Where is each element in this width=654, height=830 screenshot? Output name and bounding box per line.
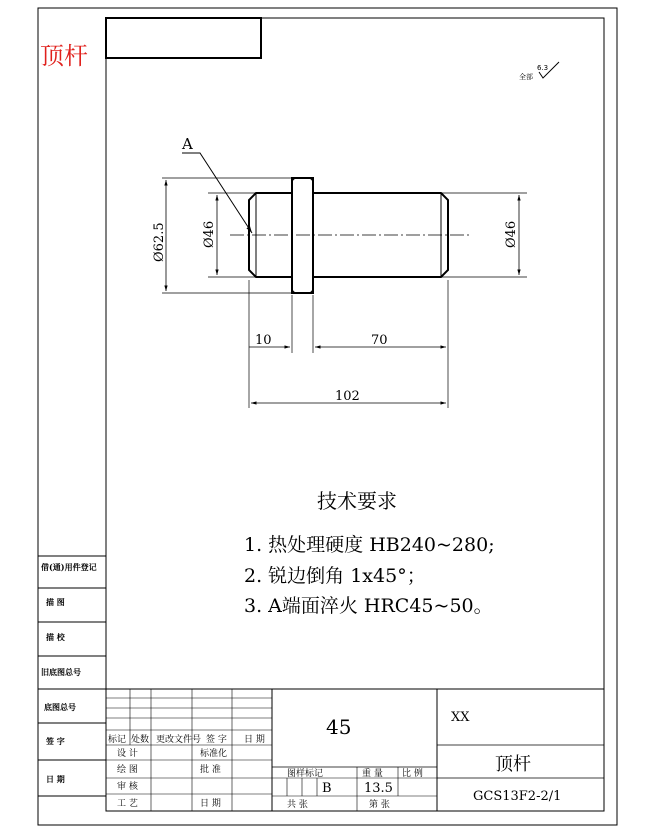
- weight-header: 重 量: [362, 769, 383, 779]
- dim-lengths: [249, 280, 448, 408]
- side-cell-7: 日 期: [46, 774, 65, 784]
- dim-left-diameter-text: Ø46: [202, 220, 217, 248]
- rev-header-doc: 更改文件号: [156, 735, 202, 745]
- outer-border: [38, 8, 617, 825]
- weight-value: 13.5: [364, 781, 393, 796]
- stage-header: 图样标记: [287, 769, 324, 779]
- process-label: 工 艺: [117, 799, 138, 809]
- side-cell-4: 旧底图总号: [41, 667, 81, 677]
- drawn-label: 绘 图: [117, 765, 138, 775]
- rev-header-sign: 签 字: [206, 735, 227, 745]
- surface-finish-scope: 全部: [519, 73, 533, 81]
- dim-left-length: 10: [255, 333, 272, 348]
- tech-requirements-title: 技术要求: [317, 489, 397, 513]
- part-name: 顶杆: [495, 754, 531, 775]
- side-table: [38, 556, 106, 796]
- dim-collar-diameter-text: Ø62.5: [152, 222, 167, 262]
- title-block: [106, 689, 604, 811]
- section-label: A: [182, 135, 193, 153]
- dim-collar-diameter: [152, 178, 292, 293]
- code-box: [106, 18, 261, 58]
- side-cell-2: 描 图: [46, 597, 65, 607]
- approve-label: 批 准: [200, 765, 221, 775]
- dim-right-length: 70: [371, 333, 388, 348]
- surface-finish-symbol: [519, 62, 559, 81]
- stage-mark: B: [322, 781, 332, 796]
- rev-header-mark: 标记: [108, 735, 127, 745]
- review-label: 审 核: [117, 782, 138, 792]
- standardize-label: 标准化: [200, 749, 228, 759]
- inner-border: [106, 18, 604, 811]
- tech-requirement-3: 3. A端面淬火 HRC45~50。: [244, 595, 493, 617]
- side-cell-1: 借(通)用件登记: [41, 562, 97, 572]
- company-name: XX: [451, 710, 470, 725]
- drawing-number: GCS13F2-2/1: [473, 789, 562, 804]
- surface-finish-value: 6.3: [537, 64, 549, 72]
- rev-header-count: 处数: [131, 735, 150, 745]
- tech-requirement-1: 1. 热处理硬度 HB240~280;: [244, 534, 495, 556]
- dim-total-length: 102: [335, 389, 360, 404]
- side-cell-5: 底图总号: [44, 702, 76, 712]
- date-label: 日 期: [200, 799, 221, 809]
- total-sheets: 共 张: [287, 800, 308, 810]
- header-label: 顶杆: [40, 42, 88, 70]
- design-label: 设 计: [117, 749, 138, 759]
- dim-right-diameter-text: Ø46: [504, 220, 519, 248]
- rev-header-date: 日 期: [244, 735, 265, 745]
- side-cell-6: 签 字: [46, 736, 65, 746]
- sheet-number: 第 张: [369, 800, 390, 810]
- tech-requirement-2: 2. 锐边倒角 1x45°；: [244, 565, 426, 587]
- side-cell-3: 描 校: [46, 632, 65, 642]
- part-view: [230, 178, 470, 293]
- material-value: 45: [326, 715, 352, 739]
- scale-header: 比 例: [402, 769, 423, 779]
